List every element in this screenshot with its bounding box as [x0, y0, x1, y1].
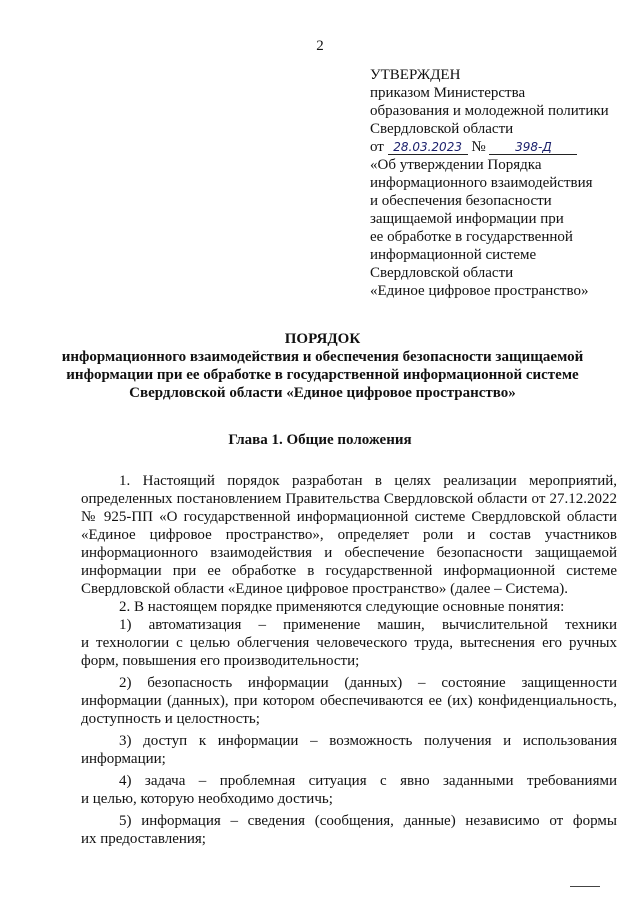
definition-continuation: информации (данных), при котором обеспечиваются ее (их) конфиденциальность, доступность и целостность;: [81, 693, 617, 727]
definition-item: [81, 732, 617, 768]
approval-subject-line: защищаемой информации при: [370, 211, 564, 227]
paragraph-2: 2. В настоящем порядке применяются следующие основные понятия:: [119, 599, 565, 615]
definition-continuation: информации;: [81, 751, 166, 767]
definition-first-line: 3) доступ к информации – возможность получения и использования: [119, 733, 617, 749]
definition-item: [81, 772, 617, 808]
definition-continuation: и целью, которую необходимо достичь;: [81, 791, 333, 807]
approval-subject-line: «Единое цифровое пространство»: [370, 283, 589, 299]
approval-subject-line: Свердловской области: [370, 265, 514, 281]
document-title: [60, 330, 585, 402]
definition-first-line: 5) информация – сведения (сообщения, данные) независимо от формы: [119, 813, 617, 829]
scan-edge-mark: [570, 886, 600, 887]
approval-line: приказом Министерства: [370, 85, 526, 101]
document-body: [81, 472, 617, 848]
approval-subject-line: информационной системе: [370, 247, 537, 263]
chapter-title: Глава 1. Общие положения: [228, 432, 412, 448]
definition-first-line: 2) безопасность информации (данных) – состояние защищенности: [119, 675, 617, 691]
approval-date-line: [370, 138, 630, 156]
definition-item: [81, 812, 617, 848]
approval-line: образования и молодежной политики: [370, 103, 609, 119]
title-line: Свердловской области «Единое цифровое пространство»: [129, 385, 516, 401]
title-line: информации при ее обработке в государственной информационной системе: [66, 367, 579, 383]
handwritten-number: 398-Д: [489, 140, 577, 155]
approval-subject-line: информационного взаимодействия: [370, 175, 593, 191]
approval-subject-line: ее обработке в государственной: [370, 229, 573, 245]
title-line: информационного взаимодействия и обеспечения безопасности защищаемой: [61, 349, 584, 365]
approval-heading: УТВЕРЖДЕН: [370, 67, 461, 83]
paragraph-1: 1. Настоящий порядок разработан в целях реализации мероприятий, определенных постановлением Правительства Свердловской области от 27.12.2022 № 925-ПП «О государственной информационной системе Свердловской области «Единое цифровое пространство», определяет роли и состав участников информационного взаимодействия и обеспечение безопасности защищаемой информации при ее обработке в государственной информационной системе Свердловской области «Единое цифровое пространство» (далее – Система).: [81, 473, 617, 597]
approval-subject-line: «Об утверждении Порядка: [370, 157, 542, 173]
definition-first-line: 1) автоматизация – применение машин, вычислительной техники: [119, 617, 617, 633]
page-number: 2: [316, 38, 324, 54]
definition-continuation: и технологии с целью облегчения человеческого труда, вытеснения его ручных форм, повышения его производительности;: [81, 635, 617, 669]
approval-line: Свердловской области: [370, 121, 514, 137]
definition-item: [81, 616, 617, 670]
date-prefix: от: [370, 139, 384, 155]
definition-first-line: 4) задача – проблемная ситуация с явно заданными требованиями: [119, 773, 617, 789]
definition-item: [81, 674, 617, 728]
definition-continuation: их предоставления;: [81, 831, 206, 847]
approval-subject-line: и обеспечения безопасности: [370, 193, 552, 209]
number-prefix: №: [471, 139, 486, 155]
approval-block: [370, 66, 630, 300]
handwritten-date: 28.03.2023: [388, 140, 468, 155]
title-heading: ПОРЯДОК: [284, 331, 361, 347]
